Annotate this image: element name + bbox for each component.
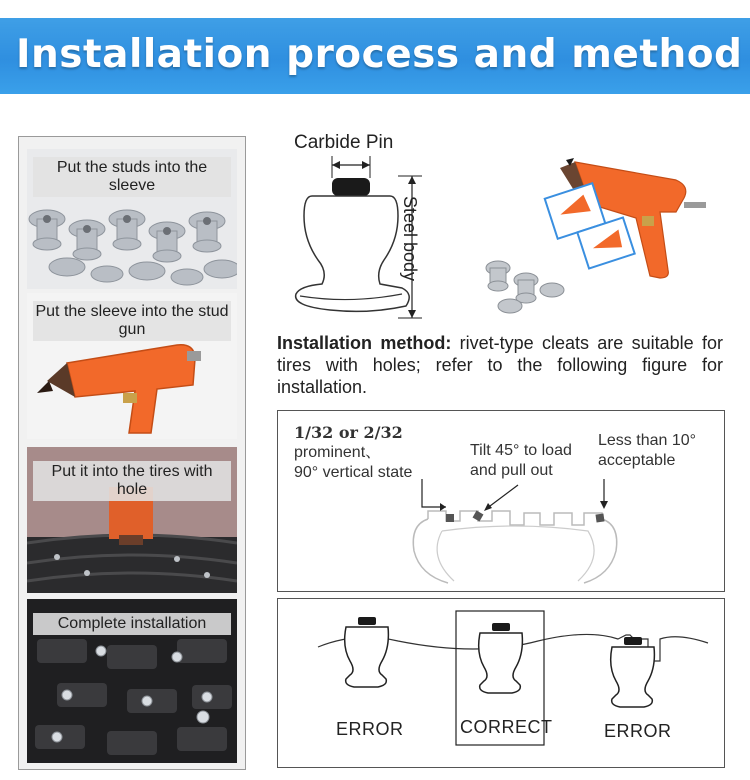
step-3-label: Put it into the tires with hole (33, 461, 231, 501)
step-2-label: Put the sleeve into the stud gun (33, 301, 231, 341)
step-1-photo (27, 149, 237, 289)
tilt-label-line1: Tilt 45° to load (470, 442, 572, 459)
method-heading: Installation method: (277, 333, 452, 353)
installation-method-text (277, 332, 723, 398)
title-banner (0, 18, 750, 94)
verdict-right-error: ERROR (604, 721, 672, 741)
prominent-bold-label: 1/32 or 2/32 (294, 423, 403, 442)
less-than-label-line2: acceptable (598, 452, 676, 469)
stud-diagram (270, 120, 740, 335)
step-4-label: Complete installation (33, 613, 231, 635)
method-body: rivet-type cleats are suitable for tires with holes; refer to the following figure for installation. (277, 333, 723, 397)
vertical-state-label: 90° vertical state (294, 464, 413, 481)
step-4-photo (27, 599, 237, 763)
step-1-label: Put the studs into the sleeve (33, 157, 231, 197)
less-than-label-line1: Less than 10° (598, 432, 697, 449)
verdict-left-error: ERROR (336, 719, 404, 739)
steel-body-label: Steel body (400, 196, 420, 282)
tilt-label-line2: and pull out (470, 462, 553, 479)
verdict-correct: CORRECT (460, 717, 553, 737)
steps-panel (18, 136, 246, 770)
tire-angle-diagram (277, 410, 725, 592)
carbide-pin-label: Carbide Pin (294, 132, 394, 153)
depth-comparison-diagram (277, 598, 725, 768)
page-title: Installation process and method (16, 32, 743, 77)
prominent-label: prominent、 (294, 444, 382, 461)
step-2-photo (27, 293, 237, 439)
stud-diagram-area (270, 120, 740, 335)
step-3-photo (27, 447, 237, 593)
stud-gun-photo (486, 158, 706, 313)
